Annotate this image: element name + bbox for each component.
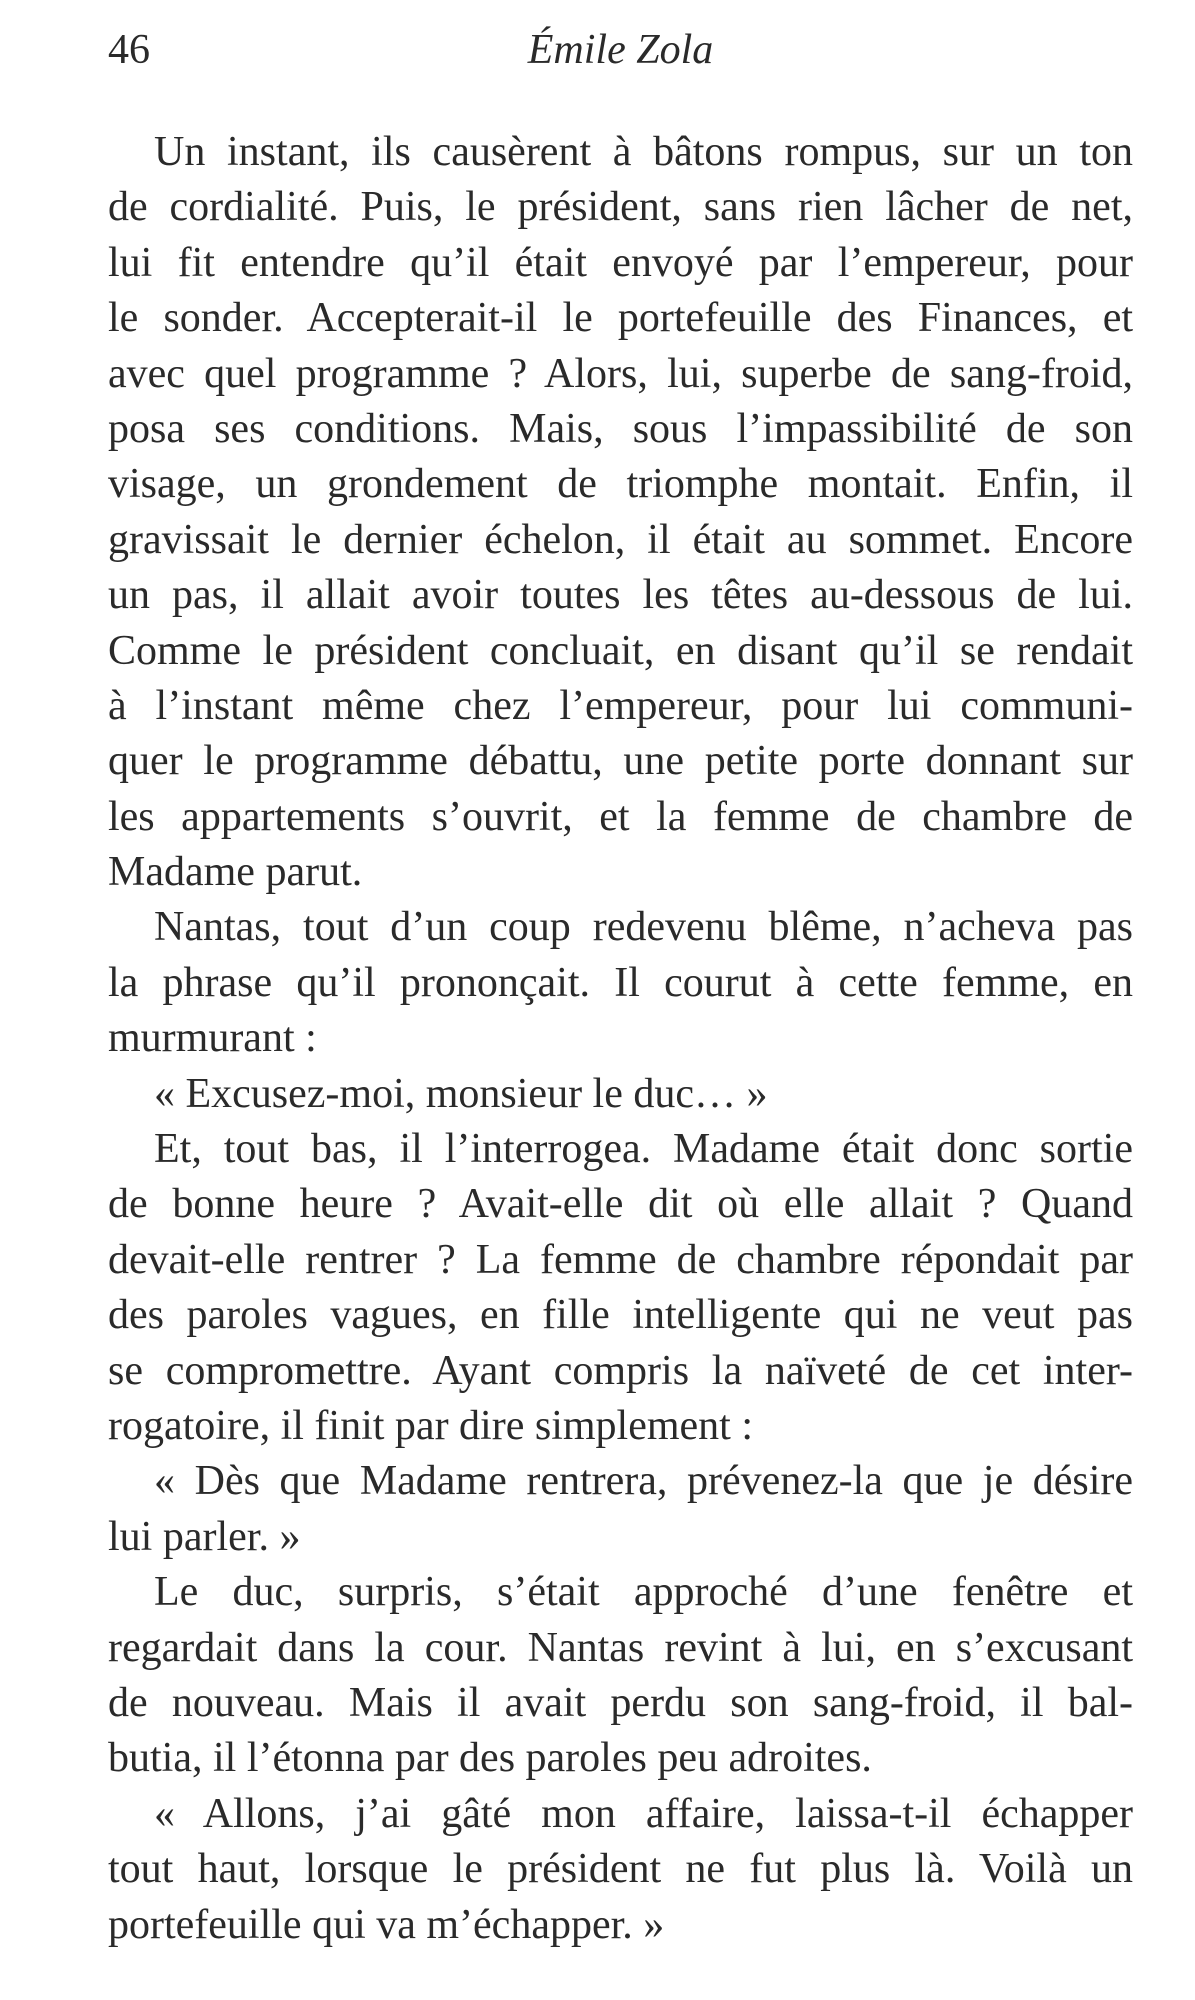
- text-line: « Allons, j’ai gâté mon affaire, laissa-t-il échapper: [154, 1790, 1133, 1837]
- text-line: les appartements s’ouvrit, et la femme de chambre de: [108, 793, 1133, 840]
- text-line: portefeuille qui va m’échapper. »: [108, 1901, 665, 1948]
- text-line: un pas, il allait avoir toutes les têtes au-dessous de lui.: [108, 572, 1133, 619]
- text-line: Et, tout bas, il l’interrogea. Madame était donc sortie: [154, 1126, 1133, 1173]
- text-line: regardait dans la cour. Nantas revint à lui, en s’excusant: [108, 1624, 1133, 1671]
- text-line: « Excusez-moi, monsieur le duc… »: [154, 1070, 768, 1117]
- text-line: de nouveau. Mais il avait perdu son sang-froid, il bal-: [108, 1679, 1133, 1726]
- text-line: rogatoire, il finit par dire simplement :: [108, 1402, 753, 1449]
- text-line: lui fit entendre qu’il était envoyé par l’empereur, pour: [108, 239, 1133, 286]
- running-title: Émile Zola: [527, 27, 714, 73]
- text-line: le sonder. Accepterait-il le portefeuille des Finances, et: [108, 295, 1133, 342]
- page-number: 46: [108, 27, 150, 73]
- text-line: la phrase qu’il prononçait. Il courut à cette femme, en: [108, 959, 1133, 1006]
- page-header: [108, 20, 1133, 80]
- text-line: Le duc, surpris, s’était approché d’une fenêtre et: [154, 1569, 1133, 1616]
- text-line: de bonne heure ? Avait-elle dit où elle allait ? Quand: [108, 1181, 1133, 1228]
- text-line: devait-elle rentrer ? La femme de chambre répondait par: [108, 1236, 1133, 1283]
- text-line: à l’instant même chez l’empereur, pour lui communi-: [108, 682, 1133, 729]
- text-line: tout haut, lorsque le président ne fut plus là. Voilà un: [108, 1846, 1133, 1893]
- text-line: gravissait le dernier échelon, il était au sommet. Encore: [108, 516, 1133, 563]
- text-line: « Dès que Madame rentrera, prévenez-la que je désire: [154, 1458, 1133, 1505]
- text-line: Madame parut.: [108, 849, 363, 896]
- text-line: avec quel programme ? Alors, lui, superbe de sang-froid,: [108, 350, 1133, 397]
- text-line: se compromettre. Ayant compris la naïveté de cet inter-: [108, 1347, 1133, 1394]
- text-line: visage, un grondement de triomphe montait. Enfin, il: [108, 461, 1133, 508]
- text-line: butia, il l’étonna par des paroles peu adroites.: [108, 1735, 872, 1782]
- text-line: Comme le président concluait, en disant qu’il se rendait: [108, 627, 1133, 674]
- body-text: [108, 125, 1133, 1953]
- text-line: Nantas, tout d’un coup redevenu blême, n’acheva pas: [154, 904, 1133, 951]
- text-line: murmurant :: [108, 1015, 317, 1062]
- text-line: des paroles vagues, en fille intelligente qui ne veut pas: [108, 1292, 1133, 1339]
- text-line: quer le programme débattu, une petite porte donnant sur: [108, 738, 1133, 785]
- text-line: de cordialité. Puis, le président, sans rien lâcher de net,: [108, 184, 1133, 231]
- text-line: lui parler. »: [108, 1513, 301, 1560]
- text-line: posa ses conditions. Mais, sous l’impassibilité de son: [108, 405, 1133, 452]
- text-line: Un instant, ils causèrent à bâtons rompus, sur un ton: [154, 129, 1133, 175]
